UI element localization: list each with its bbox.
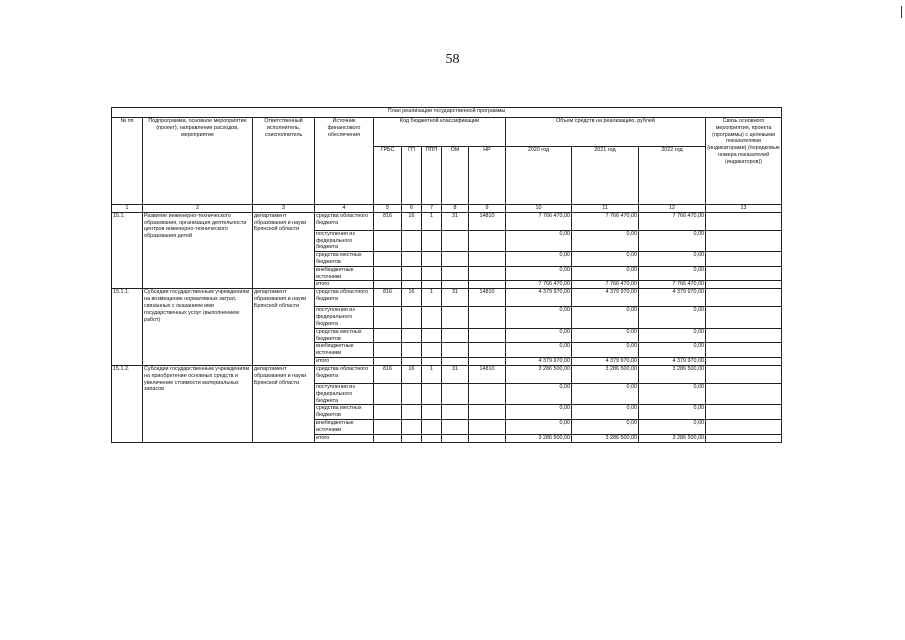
cell-om xyxy=(442,434,469,442)
cell-link xyxy=(706,289,782,307)
cell-nr xyxy=(469,357,506,365)
cell-nr xyxy=(469,405,506,420)
cell-pgp xyxy=(422,357,442,365)
cell-grbs xyxy=(374,281,402,289)
cell-pgp xyxy=(422,419,442,434)
cell-grbs: 816 xyxy=(374,289,402,307)
cell-pgp xyxy=(422,343,442,358)
cell-source: средства областного бюджета xyxy=(315,289,374,307)
cell-om xyxy=(442,281,469,289)
column-number: 11 xyxy=(572,205,639,213)
cell-source: внебюджетные источники xyxy=(315,419,374,434)
header-source: Источник финансового обеспечения xyxy=(315,118,374,205)
cell-gp xyxy=(402,357,422,365)
header-2022: 2022 год xyxy=(639,147,706,205)
cell-nr xyxy=(469,281,506,289)
cell-y2022: 3 286 500,00 xyxy=(639,434,706,442)
cell-pgp xyxy=(422,405,442,420)
cell-link xyxy=(706,343,782,358)
column-number: 3 xyxy=(253,205,315,213)
cell-y2022: 0,00 xyxy=(639,230,706,251)
cell-pgp xyxy=(422,266,442,281)
cell-source: итого xyxy=(315,281,374,289)
cell-link xyxy=(706,405,782,420)
cell-y2022: 0,00 xyxy=(639,383,706,404)
cell-grbs xyxy=(374,266,402,281)
column-number: 5 xyxy=(374,205,402,213)
cell-y2021: 0,00 xyxy=(572,252,639,267)
row-number: 15.1.1. xyxy=(112,289,143,366)
cell-y2021: 3 286 500,00 xyxy=(572,434,639,442)
cell-gp: 16 xyxy=(402,289,422,307)
cell-y2021: 0,00 xyxy=(572,230,639,251)
row-executor: департамент образования и науки Брянской области xyxy=(253,212,315,289)
cell-nr xyxy=(469,307,506,328)
cell-gp: 16 xyxy=(402,365,422,383)
row-number: 15.1.2. xyxy=(112,365,143,442)
cell-y2022: 0,00 xyxy=(639,328,706,343)
column-number: 1 xyxy=(112,205,143,213)
header-nr: НР xyxy=(469,147,506,205)
cell-y2020: 7 766 470,00 xyxy=(506,212,572,230)
cell-pgp: 1 xyxy=(422,289,442,307)
cell-gp: 16 xyxy=(402,212,422,230)
cell-grbs xyxy=(374,383,402,404)
table-row xyxy=(112,365,782,383)
header-executor: Ответственный исполнитель, соисполнитель xyxy=(253,118,315,205)
cell-y2020: 0,00 xyxy=(506,383,572,404)
cell-gp xyxy=(402,328,422,343)
cell-grbs: 816 xyxy=(374,212,402,230)
cell-source: поступления из федерального бюджета xyxy=(315,307,374,328)
cell-y2021: 4 379 970,00 xyxy=(572,357,639,365)
cell-source: итого xyxy=(315,434,374,442)
column-number: 10 xyxy=(506,205,572,213)
header-budget-code: Код бюджетной классификации xyxy=(374,118,506,147)
cell-nr xyxy=(469,343,506,358)
cell-grbs xyxy=(374,419,402,434)
cell-y2020: 0,00 xyxy=(506,266,572,281)
cell-y2020: 0,00 xyxy=(506,419,572,434)
column-number: 13 xyxy=(706,205,782,213)
cell-source: итого xyxy=(315,357,374,365)
cell-pgp xyxy=(422,230,442,251)
cell-link xyxy=(706,419,782,434)
header-volume: Объем средств на реализацию, рублей xyxy=(506,118,706,147)
cell-source: средства местных бюджетов xyxy=(315,328,374,343)
cell-gp xyxy=(402,230,422,251)
cell-grbs xyxy=(374,343,402,358)
cell-gp xyxy=(402,343,422,358)
cell-nr: 14810 xyxy=(469,365,506,383)
cell-pgp xyxy=(422,252,442,267)
cell-om xyxy=(442,252,469,267)
cell-link xyxy=(706,212,782,230)
cell-pgp xyxy=(422,328,442,343)
cell-y2020: 3 286 500,00 xyxy=(506,434,572,442)
cell-y2021: 0,00 xyxy=(572,405,639,420)
cell-y2021: 0,00 xyxy=(572,307,639,328)
cell-source: средства местных бюджетов xyxy=(315,252,374,267)
cell-y2020: 4 379 970,00 xyxy=(506,289,572,307)
cell-y2021: 7 766 470,00 xyxy=(572,281,639,289)
header-gp: ГП xyxy=(402,147,422,205)
cell-gp xyxy=(402,419,422,434)
cell-gp xyxy=(402,405,422,420)
cell-pgp xyxy=(422,281,442,289)
cell-nr xyxy=(469,230,506,251)
cell-gp xyxy=(402,281,422,289)
header-subprogram: Подпрограмма, основное мероприятие (проект), направление расходов, мероприятие xyxy=(143,118,253,205)
cell-y2020: 7 766 470,00 xyxy=(506,281,572,289)
cell-source: внебюджетные источники xyxy=(315,343,374,358)
cell-om: 31 xyxy=(442,212,469,230)
cell-source: внебюджетные источники xyxy=(315,266,374,281)
cell-y2022: 0,00 xyxy=(639,266,706,281)
cell-y2020: 0,00 xyxy=(506,405,572,420)
cell-source: поступления из федерального бюджета xyxy=(315,230,374,251)
cell-nr xyxy=(469,328,506,343)
cell-y2020: 0,00 xyxy=(506,343,572,358)
cell-pgp: 1 xyxy=(422,365,442,383)
cell-source: средства областного бюджета xyxy=(315,212,374,230)
cell-link xyxy=(706,434,782,442)
cell-y2021: 0,00 xyxy=(572,266,639,281)
cell-gp xyxy=(402,383,422,404)
column-number: 6 xyxy=(402,205,422,213)
header-grbs: ГРБС xyxy=(374,147,402,205)
cell-gp xyxy=(402,307,422,328)
header-num: № пп xyxy=(112,118,143,205)
cell-y2022: 0,00 xyxy=(639,405,706,420)
cell-om xyxy=(442,307,469,328)
cell-om xyxy=(442,343,469,358)
cell-gp xyxy=(402,266,422,281)
cell-y2021: 4 379 970,00 xyxy=(572,289,639,307)
cell-om xyxy=(442,328,469,343)
cell-om xyxy=(442,266,469,281)
cell-nr xyxy=(469,383,506,404)
cell-nr xyxy=(469,419,506,434)
cell-grbs xyxy=(374,357,402,365)
column-number: 4 xyxy=(315,205,374,213)
row-number: 15.1. xyxy=(112,212,143,289)
cell-link xyxy=(706,230,782,251)
column-number: 8 xyxy=(442,205,469,213)
header-2021: 2021 год xyxy=(572,147,639,205)
cell-y2021: 0,00 xyxy=(572,343,639,358)
cell-y2020: 3 286 500,00 xyxy=(506,365,572,383)
cell-y2021: 3 286 500,00 xyxy=(572,365,639,383)
cell-pgp xyxy=(422,307,442,328)
cell-om: 31 xyxy=(442,289,469,307)
cell-y2022: 0,00 xyxy=(639,252,706,267)
scan-edge-mark xyxy=(901,6,902,18)
cell-source: поступления из федерального бюджета xyxy=(315,383,374,404)
cell-grbs xyxy=(374,252,402,267)
row-executor: департамент образования и науки Брянской области xyxy=(253,365,315,442)
table-row xyxy=(112,212,782,230)
cell-om xyxy=(442,419,469,434)
cell-link xyxy=(706,383,782,404)
cell-y2022: 0,00 xyxy=(639,343,706,358)
table-row xyxy=(112,289,782,307)
cell-y2022: 4 379 970,00 xyxy=(639,357,706,365)
cell-pgp xyxy=(422,434,442,442)
cell-nr: 14810 xyxy=(469,289,506,307)
cell-grbs xyxy=(374,230,402,251)
cell-y2022: 4 379 970,00 xyxy=(639,289,706,307)
column-number: 2 xyxy=(143,205,253,213)
cell-y2020: 0,00 xyxy=(506,307,572,328)
column-number: 12 xyxy=(639,205,706,213)
cell-link xyxy=(706,357,782,365)
cell-om: 31 xyxy=(442,365,469,383)
cell-om xyxy=(442,230,469,251)
cell-nr xyxy=(469,266,506,281)
column-number: 9 xyxy=(469,205,506,213)
page-number: 58 xyxy=(445,52,460,67)
cell-y2020: 0,00 xyxy=(506,252,572,267)
cell-om xyxy=(442,383,469,404)
cell-y2021: 0,00 xyxy=(572,383,639,404)
cell-y2021: 0,00 xyxy=(572,419,639,434)
cell-pgp: 1 xyxy=(422,212,442,230)
cell-link xyxy=(706,252,782,267)
program-plan-table xyxy=(111,107,782,443)
cell-y2021: 0,00 xyxy=(572,328,639,343)
header-2020: 2020 год xyxy=(506,147,572,205)
cell-grbs xyxy=(374,405,402,420)
column-number: 7 xyxy=(422,205,442,213)
header-om: ОМ xyxy=(442,147,469,205)
cell-om xyxy=(442,405,469,420)
cell-y2022: 7 766 470,00 xyxy=(639,212,706,230)
cell-grbs xyxy=(374,307,402,328)
cell-grbs: 816 xyxy=(374,365,402,383)
cell-grbs xyxy=(374,434,402,442)
row-name: Субсидии государственным учреждениям на приобретение основных средств и увеличение стоимости материальных запасов xyxy=(143,365,253,442)
cell-link xyxy=(706,365,782,383)
cell-y2020: 4 379 970,00 xyxy=(506,357,572,365)
cell-y2022: 3 286 500,00 xyxy=(639,365,706,383)
cell-link xyxy=(706,328,782,343)
cell-source: средства областного бюджета xyxy=(315,365,374,383)
header-pgp: ППП xyxy=(422,147,442,205)
row-name: Развитие инженерно-технического образования, организация деятельности центров инженерно-технического образования детей xyxy=(143,212,253,289)
cell-grbs xyxy=(374,328,402,343)
row-executor: департамент образования и науки Брянской области xyxy=(253,289,315,366)
cell-y2021: 7 766 470,00 xyxy=(572,212,639,230)
cell-link xyxy=(706,307,782,328)
cell-gp xyxy=(402,434,422,442)
cell-gp xyxy=(402,252,422,267)
cell-y2022: 7 766 470,00 xyxy=(639,281,706,289)
cell-pgp xyxy=(422,383,442,404)
table-title: План реализации государственной программы xyxy=(112,108,782,118)
cell-y2022: 0,00 xyxy=(639,419,706,434)
cell-nr: 14810 xyxy=(469,212,506,230)
cell-y2020: 0,00 xyxy=(506,230,572,251)
cell-y2022: 0,00 xyxy=(639,307,706,328)
cell-link xyxy=(706,281,782,289)
header-link: Связь основного мероприятия, проекта (программы) с целевыми показателями (индикаторами) (порядковые номера показателей (индикаторов)) xyxy=(706,118,782,205)
cell-source: средства местных бюджетов xyxy=(315,405,374,420)
row-name: Субсидии государственным учреждениям на возмещение нормативных затрат, связанных с оказанием ими государственных услуг (выполнением работ) xyxy=(143,289,253,366)
cell-y2020: 0,00 xyxy=(506,328,572,343)
cell-nr xyxy=(469,434,506,442)
cell-om xyxy=(442,357,469,365)
cell-link xyxy=(706,266,782,281)
cell-nr xyxy=(469,252,506,267)
